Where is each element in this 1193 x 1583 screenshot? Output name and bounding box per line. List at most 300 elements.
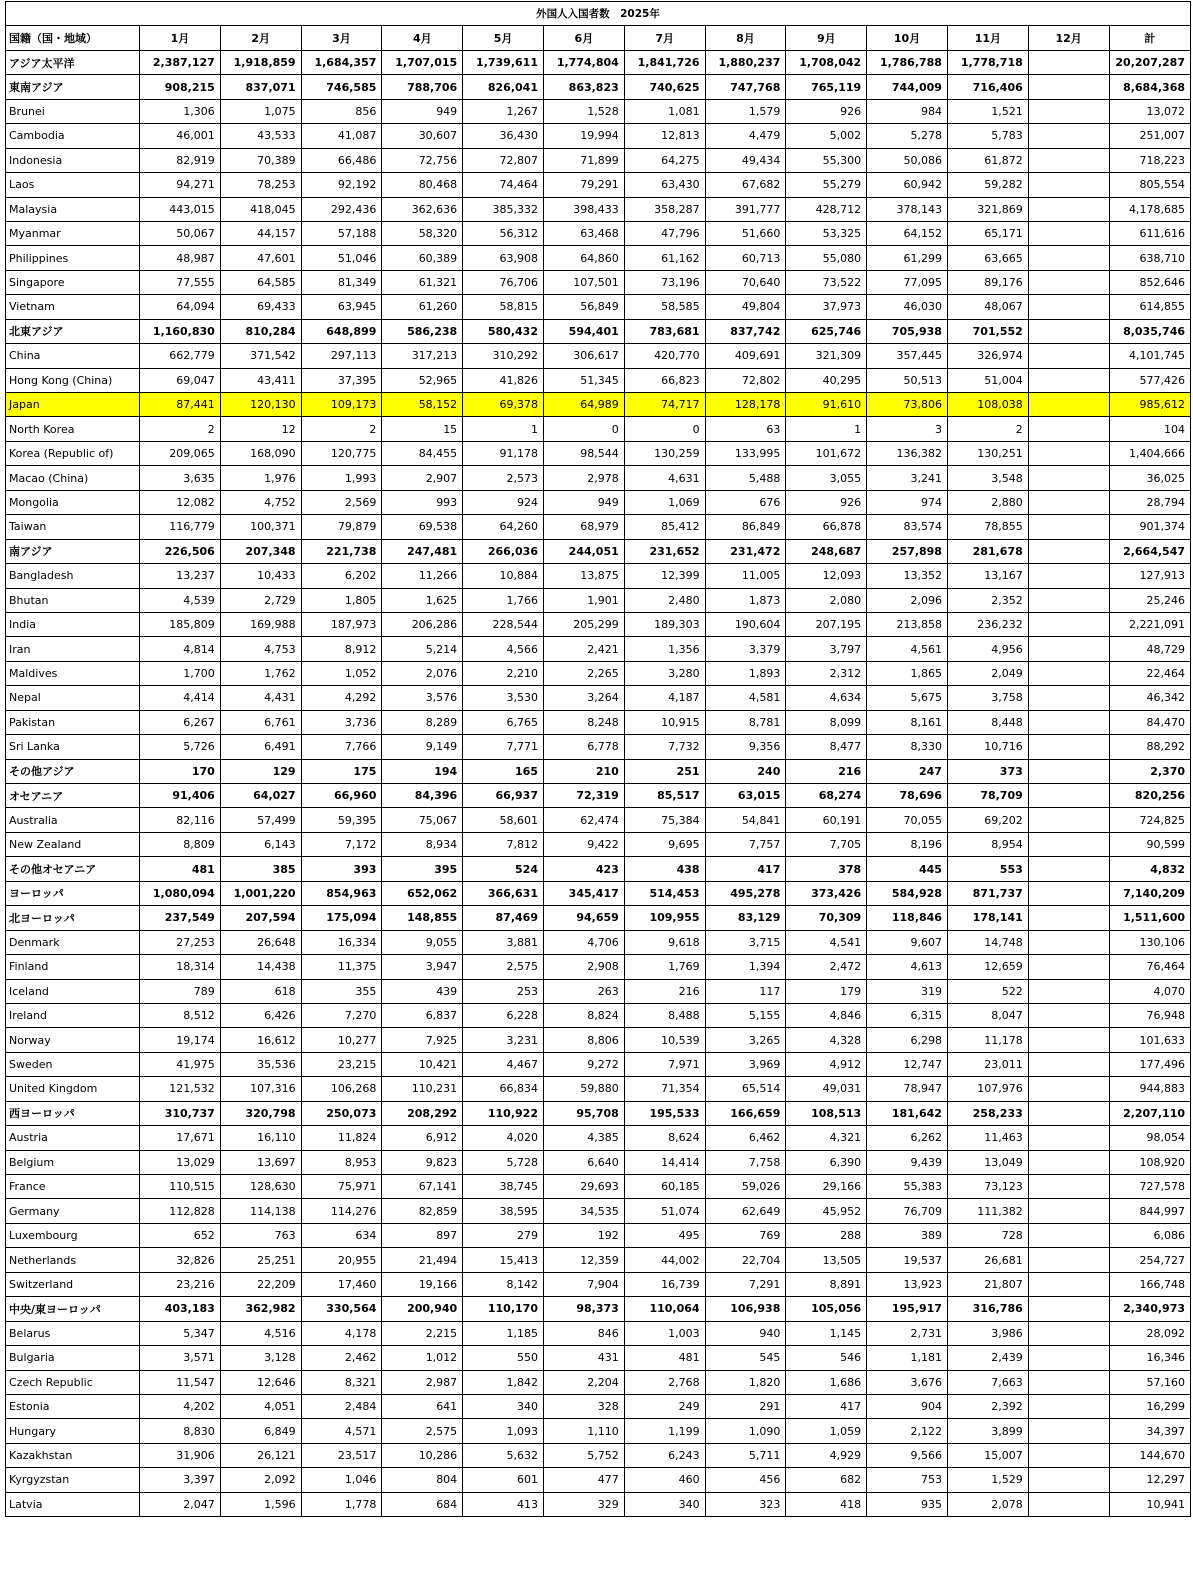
table-row [6, 1199, 1191, 1223]
month-value-cell: 178,141 [947, 906, 1028, 930]
month-value-cell: 60,389 [382, 246, 463, 270]
month-value-cell: 1,081 [624, 99, 705, 123]
month-value-cell [1028, 881, 1109, 905]
month-value-cell: 101,672 [786, 441, 867, 465]
month-value-cell: 1,820 [705, 1370, 786, 1394]
table-row [6, 1003, 1191, 1027]
month-value-cell: 4,328 [786, 1028, 867, 1052]
month-value-cell: 38,595 [463, 1199, 544, 1223]
month-value-cell: 70,640 [705, 270, 786, 294]
month-value-cell: 54,841 [705, 808, 786, 832]
month-value-cell: 1,579 [705, 99, 786, 123]
month-value-cell: 2,352 [947, 588, 1028, 612]
month-value-cell: 19,537 [867, 1248, 948, 1272]
month-value-cell: 418 [786, 1492, 867, 1516]
month-value-cell: 4,613 [867, 955, 948, 979]
month-value-cell: 1,528 [543, 99, 624, 123]
month-value-cell: 788,706 [382, 75, 463, 99]
month-value-cell: 1,786,788 [867, 50, 948, 74]
month-value-cell: 6,761 [220, 710, 301, 734]
row-label: China [6, 344, 140, 368]
month-value-cell: 804 [382, 1468, 463, 1492]
month-value-cell: 1 [786, 417, 867, 441]
month-value-cell: 1,739,611 [463, 50, 544, 74]
month-value-cell: 15 [382, 417, 463, 441]
month-value-cell: 9,356 [705, 735, 786, 759]
month-value-cell: 6,837 [382, 1003, 463, 1027]
month-value-cell: 65,171 [947, 221, 1028, 245]
month-value-cell: 7,771 [463, 735, 544, 759]
table-row [6, 832, 1191, 856]
month-value-cell: 321,869 [947, 197, 1028, 221]
month-value-cell: 4,956 [947, 637, 1028, 661]
month-value-cell: 1,075 [220, 99, 301, 123]
month-value-cell [1028, 906, 1109, 930]
month-value-cell: 320,798 [220, 1101, 301, 1125]
month-value-cell: 26,121 [220, 1443, 301, 1467]
month-value-cell: 288 [786, 1223, 867, 1247]
month-value-cell: 4,431 [220, 686, 301, 710]
month-value-cell [1028, 1101, 1109, 1125]
month-value-cell: 249 [624, 1394, 705, 1418]
month-value-cell [1028, 612, 1109, 636]
month-value-cell: 940 [705, 1321, 786, 1345]
table-row [6, 1272, 1191, 1296]
month-value-cell: 1,145 [786, 1321, 867, 1345]
month-value-cell: 64,260 [463, 515, 544, 539]
month-value-cell: 78,709 [947, 784, 1028, 808]
month-value-cell: 231,652 [624, 539, 705, 563]
row-total-cell: 76,948 [1109, 1003, 1190, 1027]
month-value-cell: 1,707,015 [382, 50, 463, 74]
month-value-cell: 11,178 [947, 1028, 1028, 1052]
month-value-cell: 8,806 [543, 1028, 624, 1052]
month-value-cell: 47,796 [624, 221, 705, 245]
month-value-cell: 87,469 [463, 906, 544, 930]
month-value-cell: 1,873 [705, 588, 786, 612]
month-value-cell: 231,472 [705, 539, 786, 563]
month-value-cell: 78,696 [867, 784, 948, 808]
month-value-cell: 64,585 [220, 270, 301, 294]
month-value-cell [1028, 539, 1109, 563]
month-value-cell [1028, 1003, 1109, 1027]
month-value-cell: 81,349 [301, 270, 382, 294]
row-total-cell: 20,207,287 [1109, 50, 1190, 74]
row-label: Belgium [6, 1150, 140, 1174]
row-label: France [6, 1175, 140, 1199]
table-row [6, 368, 1191, 392]
month-value-cell: 321,309 [786, 344, 867, 368]
month-value-cell: 362,636 [382, 197, 463, 221]
month-value-cell: 8,912 [301, 637, 382, 661]
row-label: Australia [6, 808, 140, 832]
month-value-cell [1028, 735, 1109, 759]
month-value-cell: 753 [867, 1468, 948, 1492]
month-value-cell [1028, 368, 1109, 392]
row-total-cell: 36,025 [1109, 466, 1190, 490]
column-header-month: 11月 [947, 26, 1028, 50]
row-total-cell: 1,511,600 [1109, 906, 1190, 930]
row-total-cell: 48,729 [1109, 637, 1190, 661]
month-value-cell [1028, 661, 1109, 685]
month-value-cell: 3,397 [140, 1468, 221, 1492]
month-value-cell: 8,824 [543, 1003, 624, 1027]
month-value-cell: 6,267 [140, 710, 221, 734]
month-value-cell: 136,382 [867, 441, 948, 465]
month-value-cell: 6,243 [624, 1443, 705, 1467]
month-value-cell: 38,745 [463, 1175, 544, 1199]
month-value-cell [1028, 637, 1109, 661]
month-value-cell [1028, 515, 1109, 539]
month-value-cell: 2,122 [867, 1419, 948, 1443]
month-value-cell: 14,748 [947, 930, 1028, 954]
table-row [6, 173, 1191, 197]
month-value-cell: 23,215 [301, 1052, 382, 1076]
month-value-cell: 70,389 [220, 148, 301, 172]
month-value-cell: 385 [220, 857, 301, 881]
month-value-cell: 2,210 [463, 661, 544, 685]
month-value-cell: 16,739 [624, 1272, 705, 1296]
month-value-cell [1028, 808, 1109, 832]
row-label: Malaysia [6, 197, 140, 221]
month-value-cell: 1,686 [786, 1370, 867, 1394]
month-value-cell: 29,166 [786, 1175, 867, 1199]
month-value-cell: 846 [543, 1321, 624, 1345]
month-value-cell: 91,610 [786, 393, 867, 417]
month-value-cell: 8,809 [140, 832, 221, 856]
month-value-cell: 77,095 [867, 270, 948, 294]
month-value-cell [1028, 221, 1109, 245]
month-value-cell: 8,488 [624, 1003, 705, 1027]
region-subtotal-row [6, 784, 1191, 808]
month-value-cell: 207,348 [220, 539, 301, 563]
month-value-cell: 9,566 [867, 1443, 948, 1467]
month-value-cell: 358,287 [624, 197, 705, 221]
month-value-cell: 4,566 [463, 637, 544, 661]
month-value-cell: 10,716 [947, 735, 1028, 759]
month-value-cell: 87,441 [140, 393, 221, 417]
month-value-cell: 181,642 [867, 1101, 948, 1125]
row-label: Pakistan [6, 710, 140, 734]
month-value-cell: 423 [543, 857, 624, 881]
month-value-cell: 330,564 [301, 1297, 382, 1321]
month-value-cell: 439 [382, 979, 463, 1003]
month-value-cell: 40,295 [786, 368, 867, 392]
month-value-cell: 59,282 [947, 173, 1028, 197]
month-value-cell: 2,080 [786, 588, 867, 612]
row-total-cell: 13,072 [1109, 99, 1190, 123]
month-value-cell: 445 [867, 857, 948, 881]
month-value-cell: 1,708,042 [786, 50, 867, 74]
month-value-cell: 19,174 [140, 1028, 221, 1052]
month-value-cell: 216 [786, 759, 867, 783]
month-value-cell: 63,945 [301, 295, 382, 319]
month-value-cell: 460 [624, 1468, 705, 1492]
row-total-cell: 34,397 [1109, 1419, 1190, 1443]
row-label: Bulgaria [6, 1346, 140, 1370]
row-total-cell: 254,727 [1109, 1248, 1190, 1272]
row-total-cell: 25,246 [1109, 588, 1190, 612]
month-value-cell: 317,213 [382, 344, 463, 368]
month-value-cell: 46,001 [140, 124, 221, 148]
month-value-cell: 71,899 [543, 148, 624, 172]
month-value-cell: 1,625 [382, 588, 463, 612]
row-label: Netherlands [6, 1248, 140, 1272]
month-value-cell: 175 [301, 759, 382, 783]
month-value-cell: 4,752 [220, 490, 301, 514]
month-value-cell: 2,047 [140, 1492, 221, 1516]
month-value-cell: 51,345 [543, 368, 624, 392]
row-label: Ireland [6, 1003, 140, 1027]
month-value-cell: 206,286 [382, 612, 463, 636]
row-total-cell: 127,913 [1109, 564, 1190, 588]
row-total-cell: 4,101,745 [1109, 344, 1190, 368]
table-row [6, 221, 1191, 245]
month-value-cell: 91,178 [463, 441, 544, 465]
month-value-cell: 584,928 [867, 881, 948, 905]
month-value-cell: 340 [624, 1492, 705, 1516]
month-value-cell: 9,823 [382, 1150, 463, 1174]
month-value-cell: 13,167 [947, 564, 1028, 588]
month-value-cell: 117 [705, 979, 786, 1003]
month-value-cell: 118,846 [867, 906, 948, 930]
row-label: Philippines [6, 246, 140, 270]
month-value-cell: 769 [705, 1223, 786, 1247]
month-value-cell: 65,514 [705, 1077, 786, 1101]
month-value-cell: 41,975 [140, 1052, 221, 1076]
row-label: 北ヨーロッパ [6, 906, 140, 930]
month-value-cell: 2,987 [382, 1370, 463, 1394]
table-row [6, 1394, 1191, 1418]
month-value-cell: 306,617 [543, 344, 624, 368]
month-value-cell: 247,481 [382, 539, 463, 563]
month-value-cell: 3,758 [947, 686, 1028, 710]
month-value-cell [1028, 686, 1109, 710]
month-value-cell [1028, 710, 1109, 734]
month-value-cell: 3,241 [867, 466, 948, 490]
month-value-cell: 75,971 [301, 1175, 382, 1199]
month-value-cell: 586,238 [382, 319, 463, 343]
row-total-cell: 76,464 [1109, 955, 1190, 979]
month-value-cell: 13,697 [220, 1150, 301, 1174]
month-value-cell: 60,191 [786, 808, 867, 832]
month-value-cell: 48,987 [140, 246, 221, 270]
month-value-cell: 2,729 [220, 588, 301, 612]
row-label: Macao (China) [6, 466, 140, 490]
month-value-cell [1028, 1321, 1109, 1345]
month-value-cell: 4,581 [705, 686, 786, 710]
month-value-cell: 763 [220, 1223, 301, 1247]
table-row [6, 1223, 1191, 1247]
month-value-cell [1028, 173, 1109, 197]
month-value-cell: 6,315 [867, 1003, 948, 1027]
row-total-cell: 2,370 [1109, 759, 1190, 783]
row-total-cell: 104 [1109, 417, 1190, 441]
month-value-cell: 2,484 [301, 1394, 382, 1418]
month-value-cell: 82,859 [382, 1199, 463, 1223]
month-value-cell: 1,778 [301, 1492, 382, 1516]
month-value-cell: 11,547 [140, 1370, 221, 1394]
month-value-cell: 3,676 [867, 1370, 948, 1394]
month-value-cell: 251 [624, 759, 705, 783]
month-value-cell: 76,709 [867, 1199, 948, 1223]
month-value-cell: 6,202 [301, 564, 382, 588]
month-value-cell: 1,160,830 [140, 319, 221, 343]
month-value-cell: 92,192 [301, 173, 382, 197]
month-value-cell: 319 [867, 979, 948, 1003]
month-value-cell: 194 [382, 759, 463, 783]
month-value-cell: 170 [140, 759, 221, 783]
month-value-cell: 61,260 [382, 295, 463, 319]
month-value-cell: 8,512 [140, 1003, 221, 1027]
month-value-cell: 110,064 [624, 1297, 705, 1321]
region-subtotal-row [6, 539, 1191, 563]
month-value-cell: 3,530 [463, 686, 544, 710]
month-value-cell: 44,002 [624, 1248, 705, 1272]
table-row [6, 930, 1191, 954]
month-value-cell: 50,067 [140, 221, 221, 245]
table-row [6, 808, 1191, 832]
month-value-cell [1028, 441, 1109, 465]
month-value-cell: 189,303 [624, 612, 705, 636]
month-value-cell [1028, 979, 1109, 1003]
month-value-cell: 3,576 [382, 686, 463, 710]
month-value-cell: 8,934 [382, 832, 463, 856]
month-value-cell: 1,842 [463, 1370, 544, 1394]
month-value-cell: 716,406 [947, 75, 1028, 99]
month-value-cell: 904 [867, 1394, 948, 1418]
month-value-cell: 25,251 [220, 1248, 301, 1272]
row-total-cell: 84,470 [1109, 710, 1190, 734]
month-value-cell: 328 [543, 1394, 624, 1418]
month-value-cell: 6,912 [382, 1126, 463, 1150]
month-value-cell: 29,693 [543, 1175, 624, 1199]
month-value-cell: 1,529 [947, 1468, 1028, 1492]
month-value-cell: 26,648 [220, 930, 301, 954]
title-row [6, 2, 1191, 26]
month-value-cell: 789 [140, 979, 221, 1003]
table-row [6, 1468, 1191, 1492]
month-value-cell: 4,846 [786, 1003, 867, 1027]
month-value-cell: 2,387,127 [140, 50, 221, 74]
month-value-cell: 17,671 [140, 1126, 221, 1150]
row-label: アジア太平洋 [6, 50, 140, 74]
region-subtotal-row [6, 50, 1191, 74]
month-value-cell: 4,020 [463, 1126, 544, 1150]
table-row [6, 246, 1191, 270]
month-value-cell: 31,906 [140, 1443, 221, 1467]
month-value-cell: 326,974 [947, 344, 1028, 368]
row-total-cell: 8,035,746 [1109, 319, 1190, 343]
month-value-cell: 2,092 [220, 1468, 301, 1492]
month-value-cell: 35,536 [220, 1052, 301, 1076]
row-label: New Zealand [6, 832, 140, 856]
month-value-cell: 5,002 [786, 124, 867, 148]
month-value-cell: 7,732 [624, 735, 705, 759]
month-value-cell: 3,231 [463, 1028, 544, 1052]
month-value-cell: 237,549 [140, 906, 221, 930]
month-value-cell: 420,770 [624, 344, 705, 368]
month-value-cell: 59,395 [301, 808, 382, 832]
month-value-cell: 114,276 [301, 1199, 382, 1223]
month-value-cell: 71,354 [624, 1077, 705, 1101]
month-value-cell: 63,908 [463, 246, 544, 270]
month-value-cell: 78,253 [220, 173, 301, 197]
month-value-cell: 5,155 [705, 1003, 786, 1027]
month-value-cell: 8,330 [867, 735, 948, 759]
column-header-total: 計 [1109, 26, 1190, 50]
month-value-cell: 1,003 [624, 1321, 705, 1345]
table-row [6, 979, 1191, 1003]
month-value-cell: 3,797 [786, 637, 867, 661]
month-value-cell: 279 [463, 1223, 544, 1247]
region-subtotal-row [6, 319, 1191, 343]
month-value-cell: 1,001,220 [220, 881, 301, 905]
month-value-cell [1028, 124, 1109, 148]
month-value-cell: 357,445 [867, 344, 948, 368]
month-value-cell: 4,634 [786, 686, 867, 710]
month-value-cell: 16,612 [220, 1028, 301, 1052]
region-subtotal-row [6, 75, 1191, 99]
month-value-cell: 297,113 [301, 344, 382, 368]
month-value-cell: 6,849 [220, 1419, 301, 1443]
row-label: Nepal [6, 686, 140, 710]
month-value-cell: 15,007 [947, 1443, 1028, 1467]
month-value-cell: 9,618 [624, 930, 705, 954]
month-value-cell: 77,555 [140, 270, 221, 294]
month-value-cell: 4,414 [140, 686, 221, 710]
month-value-cell: 6,491 [220, 735, 301, 759]
month-value-cell: 78,947 [867, 1077, 948, 1101]
month-value-cell: 3,055 [786, 466, 867, 490]
month-value-cell: 168,090 [220, 441, 301, 465]
month-value-cell: 19,166 [382, 1272, 463, 1296]
month-value-cell: 495 [624, 1223, 705, 1247]
row-label: Hungary [6, 1419, 140, 1443]
month-value-cell: 15,413 [463, 1248, 544, 1272]
row-total-cell: 1,404,666 [1109, 441, 1190, 465]
month-value-cell: 66,878 [786, 515, 867, 539]
region-subtotal-row [6, 759, 1191, 783]
month-value-cell: 8,953 [301, 1150, 382, 1174]
month-value-cell: 57,188 [301, 221, 382, 245]
month-value-cell: 4,467 [463, 1052, 544, 1076]
row-total-cell: 2,207,110 [1109, 1101, 1190, 1125]
month-value-cell: 205,299 [543, 612, 624, 636]
month-value-cell: 22,209 [220, 1272, 301, 1296]
month-value-cell: 109,173 [301, 393, 382, 417]
row-total-cell: 985,612 [1109, 393, 1190, 417]
month-value-cell: 60,185 [624, 1175, 705, 1199]
month-value-cell: 185,809 [140, 612, 221, 636]
month-value-cell: 7,925 [382, 1028, 463, 1052]
month-value-cell: 4,202 [140, 1394, 221, 1418]
table-row [6, 344, 1191, 368]
month-value-cell: 618 [220, 979, 301, 1003]
month-value-cell: 2,096 [867, 588, 948, 612]
column-header-month: 2月 [220, 26, 301, 50]
month-value-cell: 3,379 [705, 637, 786, 661]
month-value-cell: 51,074 [624, 1199, 705, 1223]
month-value-cell: 69,047 [140, 368, 221, 392]
row-total-cell: 251,007 [1109, 124, 1190, 148]
month-value-cell: 37,973 [786, 295, 867, 319]
month-value-cell [1028, 417, 1109, 441]
month-value-cell: 30,607 [382, 124, 463, 148]
arrivals-table [5, 1, 1191, 1517]
month-value-cell [1028, 344, 1109, 368]
month-value-cell: 7,705 [786, 832, 867, 856]
